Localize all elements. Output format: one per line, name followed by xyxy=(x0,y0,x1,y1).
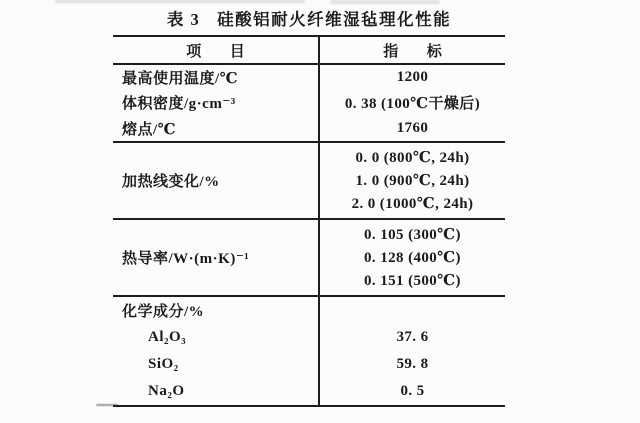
table-row xyxy=(113,90,505,115)
row-label: 最高使用温度/℃ xyxy=(122,71,239,88)
table-row xyxy=(113,351,505,378)
row-value-cell xyxy=(318,297,505,324)
chemical-formula: SiO₂ xyxy=(148,356,179,372)
section-values-cell xyxy=(318,220,505,295)
scan-artifact xyxy=(330,0,440,4)
table-row xyxy=(113,65,505,90)
row-label: 体积密度/g·cm⁻³ xyxy=(122,96,236,113)
column-header-spec-cell xyxy=(318,37,505,63)
row-label-cell xyxy=(113,378,318,405)
row-value: 0. 0 (800℃, 24h) xyxy=(355,150,470,166)
row-label-cell xyxy=(113,65,318,90)
table-caption: 表 3 硅酸铝耐火纤维湿毡理化性能 xyxy=(166,10,452,29)
row-value-cell xyxy=(318,116,505,141)
section-label-cell xyxy=(113,143,318,218)
chemical-formula: Na₂O xyxy=(148,383,185,399)
scan-artifact xyxy=(55,0,305,3)
row-value: 1. 0 (900℃, 24h) xyxy=(355,173,470,189)
column-header-item-cell xyxy=(113,37,318,63)
column-header-item: 项目 xyxy=(186,43,274,60)
row-value: 59. 8 xyxy=(396,356,429,372)
row-value: 2. 0 (1000℃, 24h) xyxy=(351,196,474,212)
table-row xyxy=(113,324,505,351)
row-value-cell xyxy=(318,90,505,115)
row-value: 1760 xyxy=(396,119,429,136)
table-row xyxy=(113,378,505,405)
section-label-cell xyxy=(113,220,318,295)
section-values-cell xyxy=(318,143,505,218)
column-header-spec: 指标 xyxy=(383,43,471,60)
chemical-formula: Al₂O₃ xyxy=(148,329,187,345)
section-heating-linear-change xyxy=(113,143,505,220)
row-value-cell xyxy=(318,351,505,378)
row-value: 37. 6 xyxy=(396,329,429,345)
table-row xyxy=(113,116,505,141)
row-label-cell xyxy=(113,116,318,141)
section-label-cell xyxy=(113,297,318,324)
section-basic-properties xyxy=(113,65,505,143)
row-value-cell xyxy=(318,324,505,351)
row-value-cell xyxy=(318,65,505,90)
row-label: 熔点/℃ xyxy=(122,121,177,138)
section-chemical-composition xyxy=(113,297,505,405)
table-row xyxy=(113,297,505,324)
row-value: 0. 128 (400℃) xyxy=(364,250,461,266)
section-label: 化学成分/% xyxy=(122,304,205,320)
section-label: 热导率/W·(m·K)⁻¹ xyxy=(122,251,250,267)
row-value-cell xyxy=(318,378,505,405)
row-label-cell xyxy=(113,90,318,115)
row-value: 0. 5 xyxy=(400,383,425,399)
row-value: 0. 105 (300℃) xyxy=(364,227,461,243)
table-header-row xyxy=(113,37,505,65)
row-value: 0. 38 (100℃干燥后) xyxy=(344,96,481,113)
row-label-cell xyxy=(113,351,318,378)
row-value: 1200 xyxy=(396,69,429,86)
section-label: 加热线变化/% xyxy=(122,174,220,190)
row-value: 0. 151 (500℃) xyxy=(364,273,461,289)
row-label-cell xyxy=(113,324,318,351)
properties-table xyxy=(113,35,505,407)
section-thermal-conductivity xyxy=(113,220,505,297)
